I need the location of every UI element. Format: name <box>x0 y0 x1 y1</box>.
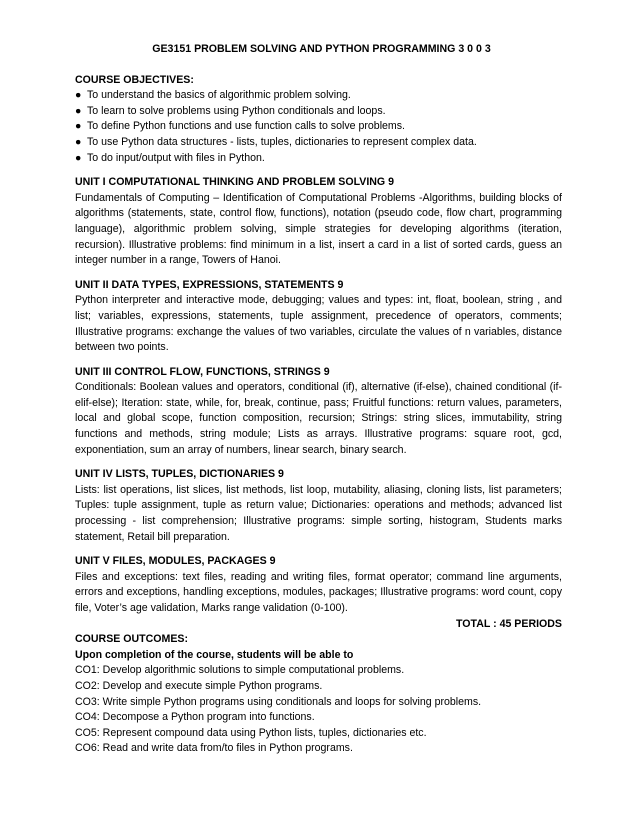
objectives-list <box>75 88 562 166</box>
outcome-item: CO3: Write simple Python programs using conditionals and loops for solving problems. <box>75 695 482 708</box>
unit-body: Lists: list operations, list slices, list methods, list loop, mutability, aliasing, cloning lists, list parameters; Tuples: tuple assignment, tuple as return value; Dictionaries: operations and methods; advanced list processing - list comprehension; Illustrative programs: simple sorting, histogram, Students marks statement, Retail bill preparation. <box>75 483 562 543</box>
unit-5 <box>75 554 562 616</box>
unit-heading: UNIT IV LISTS, TUPLES, DICTIONARIES 9 <box>75 468 284 481</box>
bullet-icon: ● <box>75 104 82 117</box>
outcome-item: CO1: Develop algorithmic solutions to simple computational problems. <box>75 664 405 677</box>
unit-1 <box>75 175 562 269</box>
objective-item: ● To use Python data structures - lists, tuples, dictionaries to represent complex data. <box>75 135 562 151</box>
unit-2 <box>75 278 562 356</box>
bullet-icon: ● <box>75 151 82 164</box>
objectives-heading: COURSE OBJECTIVES: <box>75 73 194 86</box>
outcomes-heading: COURSE OUTCOMES: <box>75 633 189 646</box>
unit-heading: UNIT V FILES, MODULES, PACKAGES 9 <box>75 555 276 568</box>
bullet-icon: ● <box>75 89 82 102</box>
total-periods: TOTAL : 45 PERIODS <box>456 617 562 630</box>
objective-item: ● To define Python functions and use function calls to solve problems. <box>75 119 562 135</box>
unit-heading: UNIT II DATA TYPES, EXPRESSIONS, STATEMENTS 9 <box>75 278 344 291</box>
unit-3 <box>75 365 562 459</box>
document-title: GE3151 PROBLEM SOLVING AND PYTHON PROGRAMMING 3 0 0 3 <box>152 43 491 55</box>
bullet-icon: ● <box>75 120 82 133</box>
objective-item: ● To understand the basics of algorithmic problem solving. <box>75 88 562 104</box>
unit-4 <box>75 467 562 545</box>
outcome-item: CO4: Decompose a Python program into functions. <box>75 711 315 724</box>
unit-heading: UNIT I COMPUTATIONAL THINKING AND PROBLEM SOLVING 9 <box>75 176 394 189</box>
objective-item: ● To learn to solve problems using Python conditionals and loops. <box>75 104 562 120</box>
spacer <box>75 166 562 175</box>
course-outcomes <box>75 632 562 757</box>
objective-item: ● To do input/output with files in Python. <box>75 151 562 167</box>
outcome-item: CO5: Represent compound data using Python lists, tuples, dictionaries etc. <box>75 726 427 739</box>
outcomes-intro: Upon completion of the course, students will be able to <box>75 648 354 661</box>
course-objectives <box>75 73 562 167</box>
unit-body: Python interpreter and interactive mode, debugging; values and types: int, float, boolean, string , and list; variables, expressions, statements, tuple assignment, precedence of operators, comments; Illustrative programs: exchange the values of two variables, circulate the values of n variables, distance between two points. <box>75 294 562 354</box>
unit-body: Files and exceptions: text files, reading and writing files, format operator; command line arguments, errors and exceptions, handling exceptions, modules, packages; Illustrative programs: word count, copy file, Voter’s age validation, Marks range validation (0-100). <box>75 570 562 614</box>
bullet-icon: ● <box>75 135 82 148</box>
unit-heading: UNIT III CONTROL FLOW, FUNCTIONS, STRINGS 9 <box>75 365 330 378</box>
outcome-item: CO6: Read and write data from/to files in Python programs. <box>75 742 353 755</box>
outcome-item: CO2: Develop and execute simple Python programs. <box>75 679 323 692</box>
unit-body: Fundamentals of Computing – Identification of Computational Problems -Algorithms, building blocks of algorithms (statements, state, control flow, functions), notation (pseudo code, flow chart, programming language), algorithmic problem solving, simple strategies for developing algorithms (iteration, recursion). Illustrative problems: find minimum in a list, insert a card in a list of sorted cards, guess an integer number in a range, Towers of Hanoi. <box>75 191 562 267</box>
unit-body: Conditionals: Boolean values and operators, conditional (if), alternative (if-else), chained conditional (if-elif-else); Iteration: state, while, for, break, continue, pass; Fruitful functions: return values, parameters, local and global scope, function composition, recursion; Strings: string slices, immutability, string functions and methods, string module; Lists as arrays. Illustrative programs: square root, gcd, exponentiation, sum an array of numbers, linear search, binary search. <box>75 381 562 456</box>
